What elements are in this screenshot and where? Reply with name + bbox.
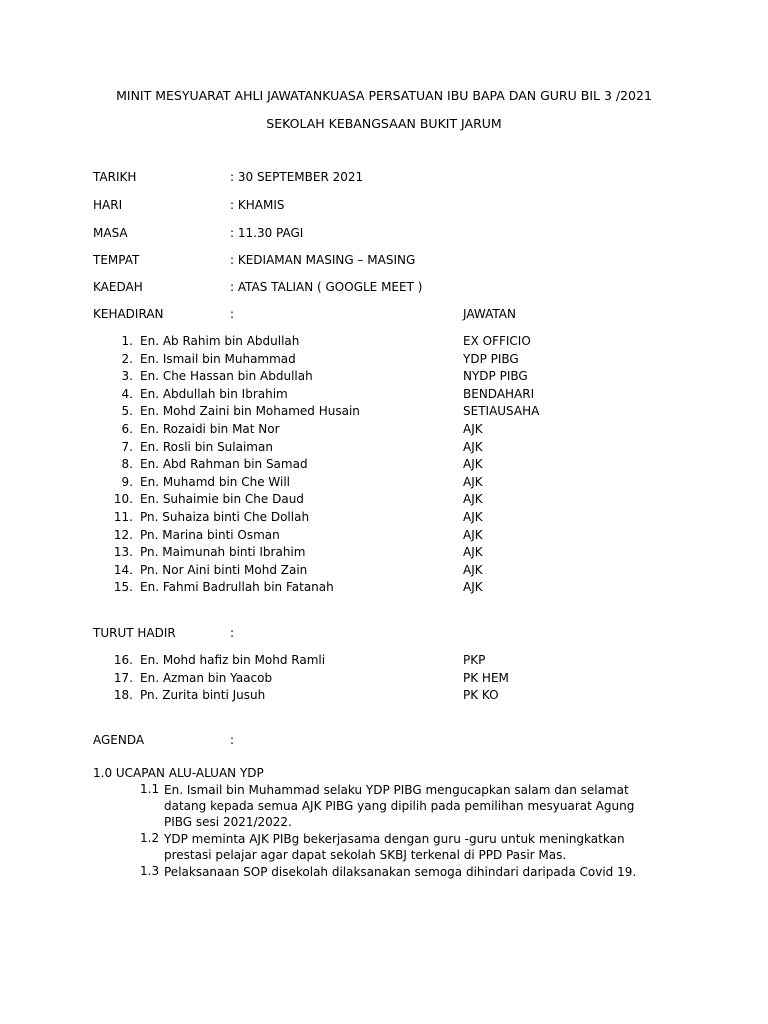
member-name: En. Che Hassan bin Abdullah xyxy=(140,369,313,384)
agenda-colon: : xyxy=(230,733,235,747)
info-value: : 11.30 PAGI xyxy=(230,226,304,240)
info-value: : KHAMIS xyxy=(230,198,285,212)
item-number: 17. xyxy=(113,670,133,685)
info-value: : KEDIAMAN MASING – MASING xyxy=(230,253,416,267)
agenda-item-number: 1.2 xyxy=(140,831,160,845)
info-label: TARIKH xyxy=(93,170,137,184)
info-row-day xyxy=(93,198,693,214)
agenda-item-number: 1.3 xyxy=(140,864,160,878)
member-name: Pn. Maimunah binti Ibrahim xyxy=(140,545,306,560)
member-name: En. Azman bin Yaacob xyxy=(140,670,273,685)
member-name: Pn. Nor Aini binti Mohd Zain xyxy=(140,562,308,577)
item-number: 11. xyxy=(113,509,133,524)
member-role: AJK xyxy=(463,545,483,560)
list-item xyxy=(0,528,768,546)
item-number: 14. xyxy=(113,562,133,577)
item-number: 9. xyxy=(121,474,133,489)
attendance-colon: : xyxy=(230,307,235,321)
info-value: : ATAS TALIAN ( GOOGLE MEET ) xyxy=(230,280,423,294)
item-number: 4. xyxy=(121,386,133,401)
item-number: 6. xyxy=(121,421,133,436)
member-name: En. Abd Rahman bin Samad xyxy=(140,457,308,472)
info-label: MASA xyxy=(93,226,128,240)
member-role: BENDAHARI xyxy=(463,386,535,401)
list-item xyxy=(0,671,768,689)
member-role: NYDP PIBG xyxy=(463,369,528,384)
list-item xyxy=(0,387,768,405)
list-item xyxy=(0,475,768,493)
info-label: TEMPAT xyxy=(93,253,140,267)
member-role: AJK xyxy=(463,580,483,595)
member-name: En. Rosli bin Sulaiman xyxy=(140,439,273,454)
member-role: SETIAUSAHA xyxy=(463,404,540,419)
also-present-label: TURUT HADIR xyxy=(93,626,176,640)
member-role: EX OFFICIO xyxy=(463,334,531,348)
member-role: AJK xyxy=(463,562,483,577)
member-name: Pn. Marina binti Osman xyxy=(140,527,280,542)
list-item xyxy=(0,492,768,510)
member-name: En. Rozaidi bin Mat Nor xyxy=(140,421,280,436)
member-name: En. Suhaimie bin Che Daud xyxy=(140,492,304,507)
item-number: 2. xyxy=(121,351,133,366)
member-role: AJK xyxy=(463,492,483,507)
list-item xyxy=(0,580,768,598)
member-role: PKP xyxy=(463,653,486,667)
member-role: AJK xyxy=(463,509,483,524)
item-number: 18. xyxy=(113,688,133,703)
member-role: AJK xyxy=(463,421,483,436)
attendance-label: KEHADIRAN xyxy=(93,307,164,321)
item-number: 12. xyxy=(113,527,133,542)
agenda-item-text: En. Ismail bin Muhammad selaku YDP PIBG mengucapkan salam dan selamat datang kepada semua AJK PIBG yang dipilih pada pemilihan mesyuarat Agung PIBG sesi 2021/2022. xyxy=(164,783,635,829)
member-name: En. Muhamd bin Che Will xyxy=(140,474,291,489)
info-row-place xyxy=(93,253,693,269)
list-item xyxy=(0,457,768,475)
member-name: En. Mohd hafiz bin Mohd Ramli xyxy=(140,653,326,667)
agenda-item-number: 1.1 xyxy=(140,782,160,796)
agenda-item-text: Pelaksanaan SOP disekolah dilaksanakan semoga dihindari daripada Covid 19. xyxy=(164,865,637,879)
item-number: 8. xyxy=(121,457,133,472)
item-number: 13. xyxy=(113,545,133,560)
document-title: MINIT MESYUARAT AHLI JAWATANKUASA PERSATUAN IBU BAPA DAN GURU BIL 3 /2021 xyxy=(116,88,652,103)
member-role: AJK xyxy=(463,439,483,454)
school-name: SEKOLAH KEBANGSAAN BUKIT JARUM xyxy=(266,116,502,131)
item-number: 1. xyxy=(121,334,133,348)
item-number: 16. xyxy=(113,653,133,667)
list-item xyxy=(0,440,768,458)
member-name: En. Ismail bin Muhammad xyxy=(140,351,296,366)
attendance-list xyxy=(0,334,768,598)
item-number: 5. xyxy=(121,404,133,419)
info-row-method xyxy=(93,280,693,296)
agenda-label: AGENDA xyxy=(93,733,145,747)
agenda-section-title: 1.0 UCAPAN ALU-ALUAN YDP xyxy=(93,766,264,780)
list-item xyxy=(0,422,768,440)
member-name: En. Ab Rahim bin Abdullah xyxy=(140,334,300,348)
member-role: PK HEM xyxy=(463,670,509,685)
list-item xyxy=(0,334,768,352)
item-number: 10. xyxy=(113,492,133,507)
agenda-header xyxy=(93,733,693,749)
item-number: 7. xyxy=(121,439,133,454)
member-name: Pn. Suhaiza binti Che Dollah xyxy=(140,509,310,524)
info-row-time xyxy=(93,226,693,242)
member-role: AJK xyxy=(463,527,483,542)
list-item xyxy=(0,404,768,422)
also-present-list xyxy=(0,653,768,706)
list-item xyxy=(0,563,768,581)
member-name: En. Fahmi Badrullah bin Fatanah xyxy=(140,580,334,595)
item-number: 3. xyxy=(121,369,133,384)
list-item xyxy=(0,510,768,528)
item-number: 15. xyxy=(113,580,133,595)
list-item xyxy=(0,653,768,671)
attendance-header xyxy=(93,307,693,323)
member-role: PK KO xyxy=(463,688,499,703)
list-item xyxy=(0,352,768,370)
member-role: AJK xyxy=(463,457,483,472)
list-item xyxy=(0,545,768,563)
member-name: En. Abdullah bin Ibrahim xyxy=(140,386,288,401)
info-label: HARI xyxy=(93,198,123,212)
member-name: Pn. Zurita binti Jusuh xyxy=(140,688,266,703)
info-label: KAEDAH xyxy=(93,280,143,294)
member-name: En. Mohd Zaini bin Mohamed Husain xyxy=(140,404,360,419)
position-header: JAWATAN xyxy=(463,307,516,321)
also-present-header xyxy=(93,626,693,642)
info-value: : 30 SEPTEMBER 2021 xyxy=(230,170,364,184)
list-item xyxy=(0,688,768,706)
agenda-item-text: YDP meminta AJK PIBg bekerjasama dengan guru -guru untuk meningkatkan prestasi pelajar agar dapat sekolah SKBJ terkenal di PPD Pasir Mas. xyxy=(164,832,625,862)
info-row-date xyxy=(93,170,693,186)
member-role: AJK xyxy=(463,474,483,489)
also-present-colon: : xyxy=(230,626,235,640)
member-role: YDP PIBG xyxy=(463,351,519,366)
list-item xyxy=(0,369,768,387)
